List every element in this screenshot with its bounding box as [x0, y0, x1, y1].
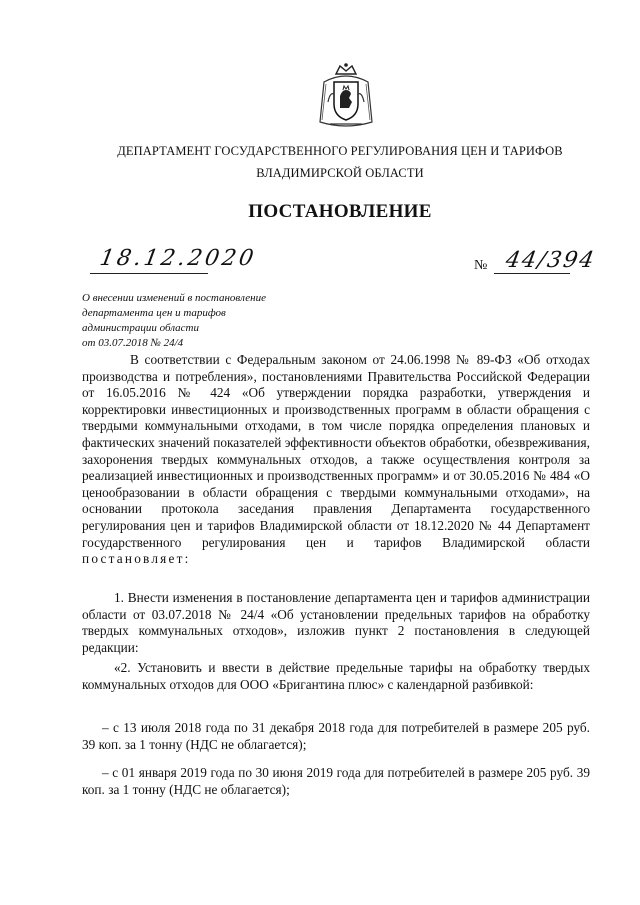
- subject-line: от 03.07.2018 № 24/4: [82, 337, 184, 349]
- subject-line: департамента цен и тарифов: [82, 307, 226, 319]
- date-underline: [90, 273, 208, 274]
- number-underline: [494, 273, 570, 274]
- preamble-paragraph: [82, 352, 590, 568]
- document-number: 44/394: [503, 248, 598, 273]
- document-subject: [82, 291, 332, 351]
- document-date: 18.12.2020: [97, 246, 259, 271]
- department-name-line1: ДЕПАРТАМЕНТ ГОСУДАРСТВЕННОГО РЕГУЛИРОВАНИЯ ЦЕН И ТАРИФОВ: [117, 144, 563, 158]
- tariff-period-item: – с 01 января 2019 года по 30 июня 2019 года для потребителей в размере 205 руб. 39 коп. за 1 тонну (НДС не облагается);: [82, 765, 590, 797]
- tariff-period-item: – с 13 июля 2018 года по 31 декабря 2018 года для потребителей в размере 205 руб. 39 коп. за 1 тонну (НДС не облагается);: [82, 720, 590, 752]
- clause-2-paragraph: «2. Установить и ввести в действие предельные тарифы на обработку твердых коммунальных отходов для ООО «Бригантина плюс» с календарной разбивкой:: [82, 660, 590, 692]
- subject-line: О внесении изменений в постановление: [82, 292, 266, 304]
- department-name-line2: ВЛАДИМИРСКОЙ ОБЛАСТИ: [256, 166, 424, 180]
- preamble-text: В соответствии с Федеральным законом от 24.06.1998 № 89-ФЗ «Об отходах производства и потребления», постановлениями Правительства Российской Федерации от 16.05.2016 № 424 «Об утверждении порядка разработки, утверждения и корректировки инвестиционных и производственных программ в области обращения с твердыми коммунальными отходами, в том числе порядка определения плановых и фактических значений показателей эффективности объектов обработки, обезвреживания, захоронения твердых коммунальных отходов, а также осуществления контроля за реализацией инвестиционных и производственных программ» и от 30.05.2016 № 484 «О ценообразовании в области обращения с твердыми коммунальными отходами», на основании протокола заседания правления Департамента государственного регулирования цен и тарифов Владимирской области от 18.12.2020 № 44 Департамент государственного регулирования цен и тарифов Владимирской области: [82, 352, 590, 550]
- subject-line: администрации области: [82, 322, 199, 334]
- resolves-word: постановляет:: [82, 551, 191, 567]
- number-sign: №: [474, 258, 488, 273]
- document-title: ПОСТАНОВЛЕНИЕ: [248, 201, 432, 222]
- coat-of-arms-icon: [316, 62, 376, 132]
- clause-1-paragraph: 1. Внести изменения в постановление департамента цен и тарифов администрации области от 03.07.2018 № 24/4 «Об установлении предельных тарифов на обработку твердых коммунальных отходов», изложив пункт 2 постановления в следующей редакции:: [82, 590, 590, 655]
